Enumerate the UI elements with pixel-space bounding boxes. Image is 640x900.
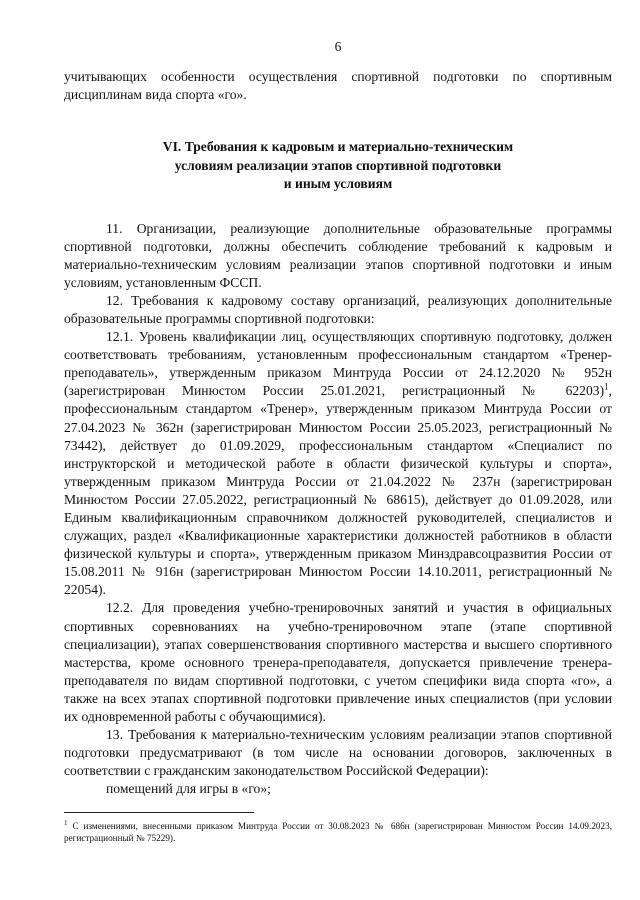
footnote [64, 820, 612, 845]
paragraph-11: 11. Организации, реализующие дополнительные образовательные программы спортивной подготовки, должны обеспечить соблюдение требований к кадровым и материально-техническим условиям реализации этапов спортивной подготовки и иным условиям, установленным ФССП. [64, 220, 612, 290]
section-heading [64, 138, 612, 193]
section-title-line-3: и иным условиям [283, 176, 393, 192]
footnote-separator [64, 812, 254, 813]
section-title-line-2: условиям реализации этапов спортивной подготовки [174, 157, 502, 173]
paragraph-12-1-part-2: , профессиональным стандартом «Тренер», утвержденным приказом Минтруда России от 27.04.2023 № 362н (зарегистрирован Минюстом России 25.05.2023, регистрационный № 73442), действует до 01.09.2029, профессиональным стандартом «Специалист по инструкторской и методической работе в области физической культуры и спорта», утвержденным приказом Минтруда России от 21.04.2022 № 237н (зарегистрирован Минюстом России 27.05.2022, регистрационный № 68615), действует до 01.09.2028, или Единым квалификационным справочником должностей руководителей, специалистов и служащих, раздел «Квалификационные характеристики должностей работников в области физической культуры и спорта», утвержденным приказом Минздравсоцразвития России от 15.08.2011 № 916н (зарегистрирован Минюстом России 14.10.2011, регистрационный № 22054). [64, 383, 612, 598]
section-title-line-1: VI. Требования к кадровым и материально-техническим [162, 139, 514, 155]
paragraph-13-item-1: помещений для игры в «го»; [106, 781, 271, 797]
footnote-mark: 1 [64, 818, 68, 827]
paragraph-12-1-part-1: 12.1. Уровень квалификации лиц, осуществляющих спортивную подготовку, должен соответствовать требованиям, установленным профессиональным стандартом «Тренер-преподаватель», утвержденным приказом Минтруда России от 24.12.2020 № 952н (зарегистрирован Минюстом России 25.01.2021, регистрационный № 62203) [64, 329, 612, 399]
paragraph-13: 13. Требования к материально-техническим условиям реализации этапов спортивной подготовки предусматривают (в том числе на основании договоров, заключенных в соответствии с гражданским законодательством Российской Федерации): [64, 727, 612, 779]
footnote-reference: 1 [604, 381, 609, 392]
intro-continuation: учитывающих особенности осуществления спортивной подготовки по спортивным дисциплинам вида спорта «го». [64, 69, 612, 103]
paragraph-12-1 [64, 328, 612, 599]
page-number: 6 [334, 39, 342, 54]
footnote-text: С изменениями, внесенными приказом Минтруда России от 30.08.2023 № 686н (зарегистрирован Минюстом России 14.09.2023, регистрационный № 75229). [64, 821, 612, 844]
paragraph-12: 12. Требования к кадровому составу организаций, реализующих дополнительные образовательные программы спортивной подготовки: [64, 292, 612, 326]
paragraph-12-2: 12.2. Для проведения учебно-тренировочных занятий и участия в официальных спортивных соревнованиях на учебно-тренировочном этапе (этапе спортивной специализации), этапах совершенствования спортивного мастерства и высшего спортивного мастерства, кроме основного тренера-преподавателя, допускается привлечение тренера-преподавателя по видам спортивной подготовки, с учетом специфики вида спорта «го», а также на всех этапах спортивной подготовки привлечение иных специалистов (при условии их одновременной работы с обучающимися). [64, 600, 612, 725]
